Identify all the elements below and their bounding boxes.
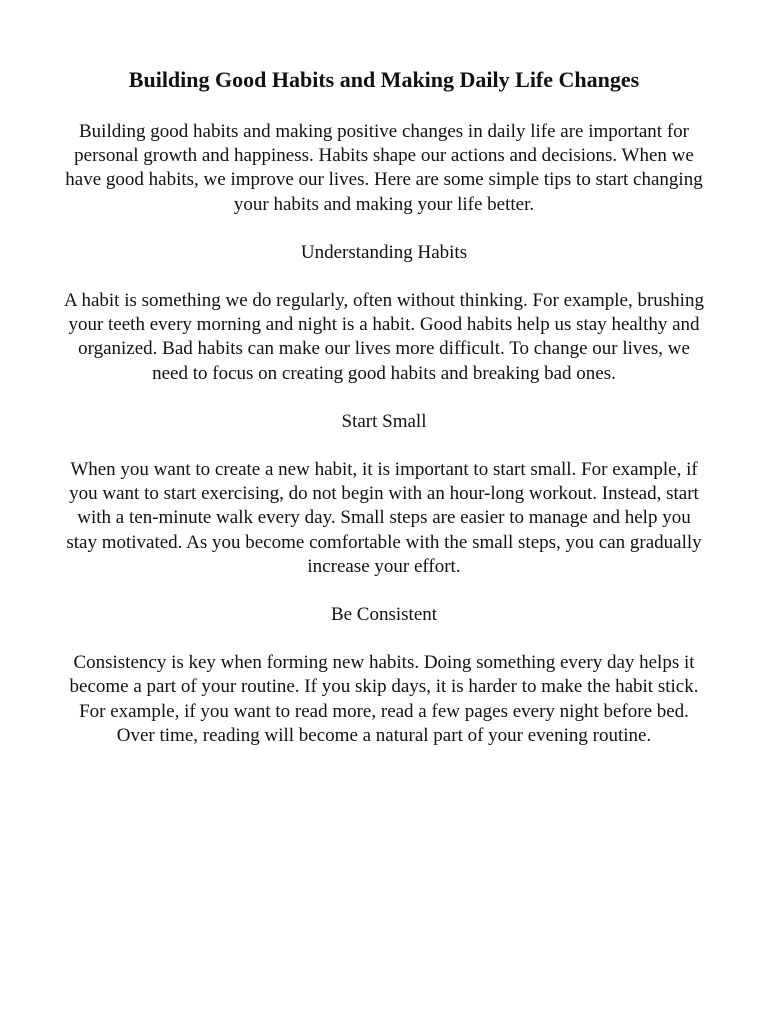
intro-paragraph: Building good habits and making positive changes in daily life are important for personal growth and happiness. Habits shape our actions and decisions. When we have good habits, we improve our lives. Here are some simple tips to start changing your habits and making your life better. [65, 121, 703, 215]
section-heading-be-consistent: Be Consistent [330, 604, 438, 626]
section-heading-start-small: Start Small [341, 410, 427, 432]
section-body-be-consistent: Consistency is key when forming new habits. Doing something every day helps it become a part of your routine. If you skip days, it is harder to make the habit stick. For example, if you want to read more, read a few pages every night before bed. Over time, reading will become a natural part of your evening routine. [69, 652, 699, 746]
section-body-understanding-habits: A habit is something we do regularly, often without thinking. For example, brushing your teeth every morning and night is a habit. Good habits help us stay healthy and organized. Bad habits can make our lives more difficult. To change our lives, we need to focus on creating good habits and breaking bad ones. [64, 290, 704, 384]
document-page [60, 66, 708, 772]
section-heading-understanding-habits: Understanding Habits [300, 241, 468, 263]
document-title: Building Good Habits and Making Daily Life Changes [128, 67, 640, 92]
section-body-start-small: When you want to create a new habit, it is important to start small. For example, if you want to start exercising, do not begin with an hour-long workout. Instead, start with a ten-minute walk every day. Small steps are easier to manage and help you stay motivated. As you become comfortable with the small steps, you can gradually increase your effort. [66, 459, 702, 577]
